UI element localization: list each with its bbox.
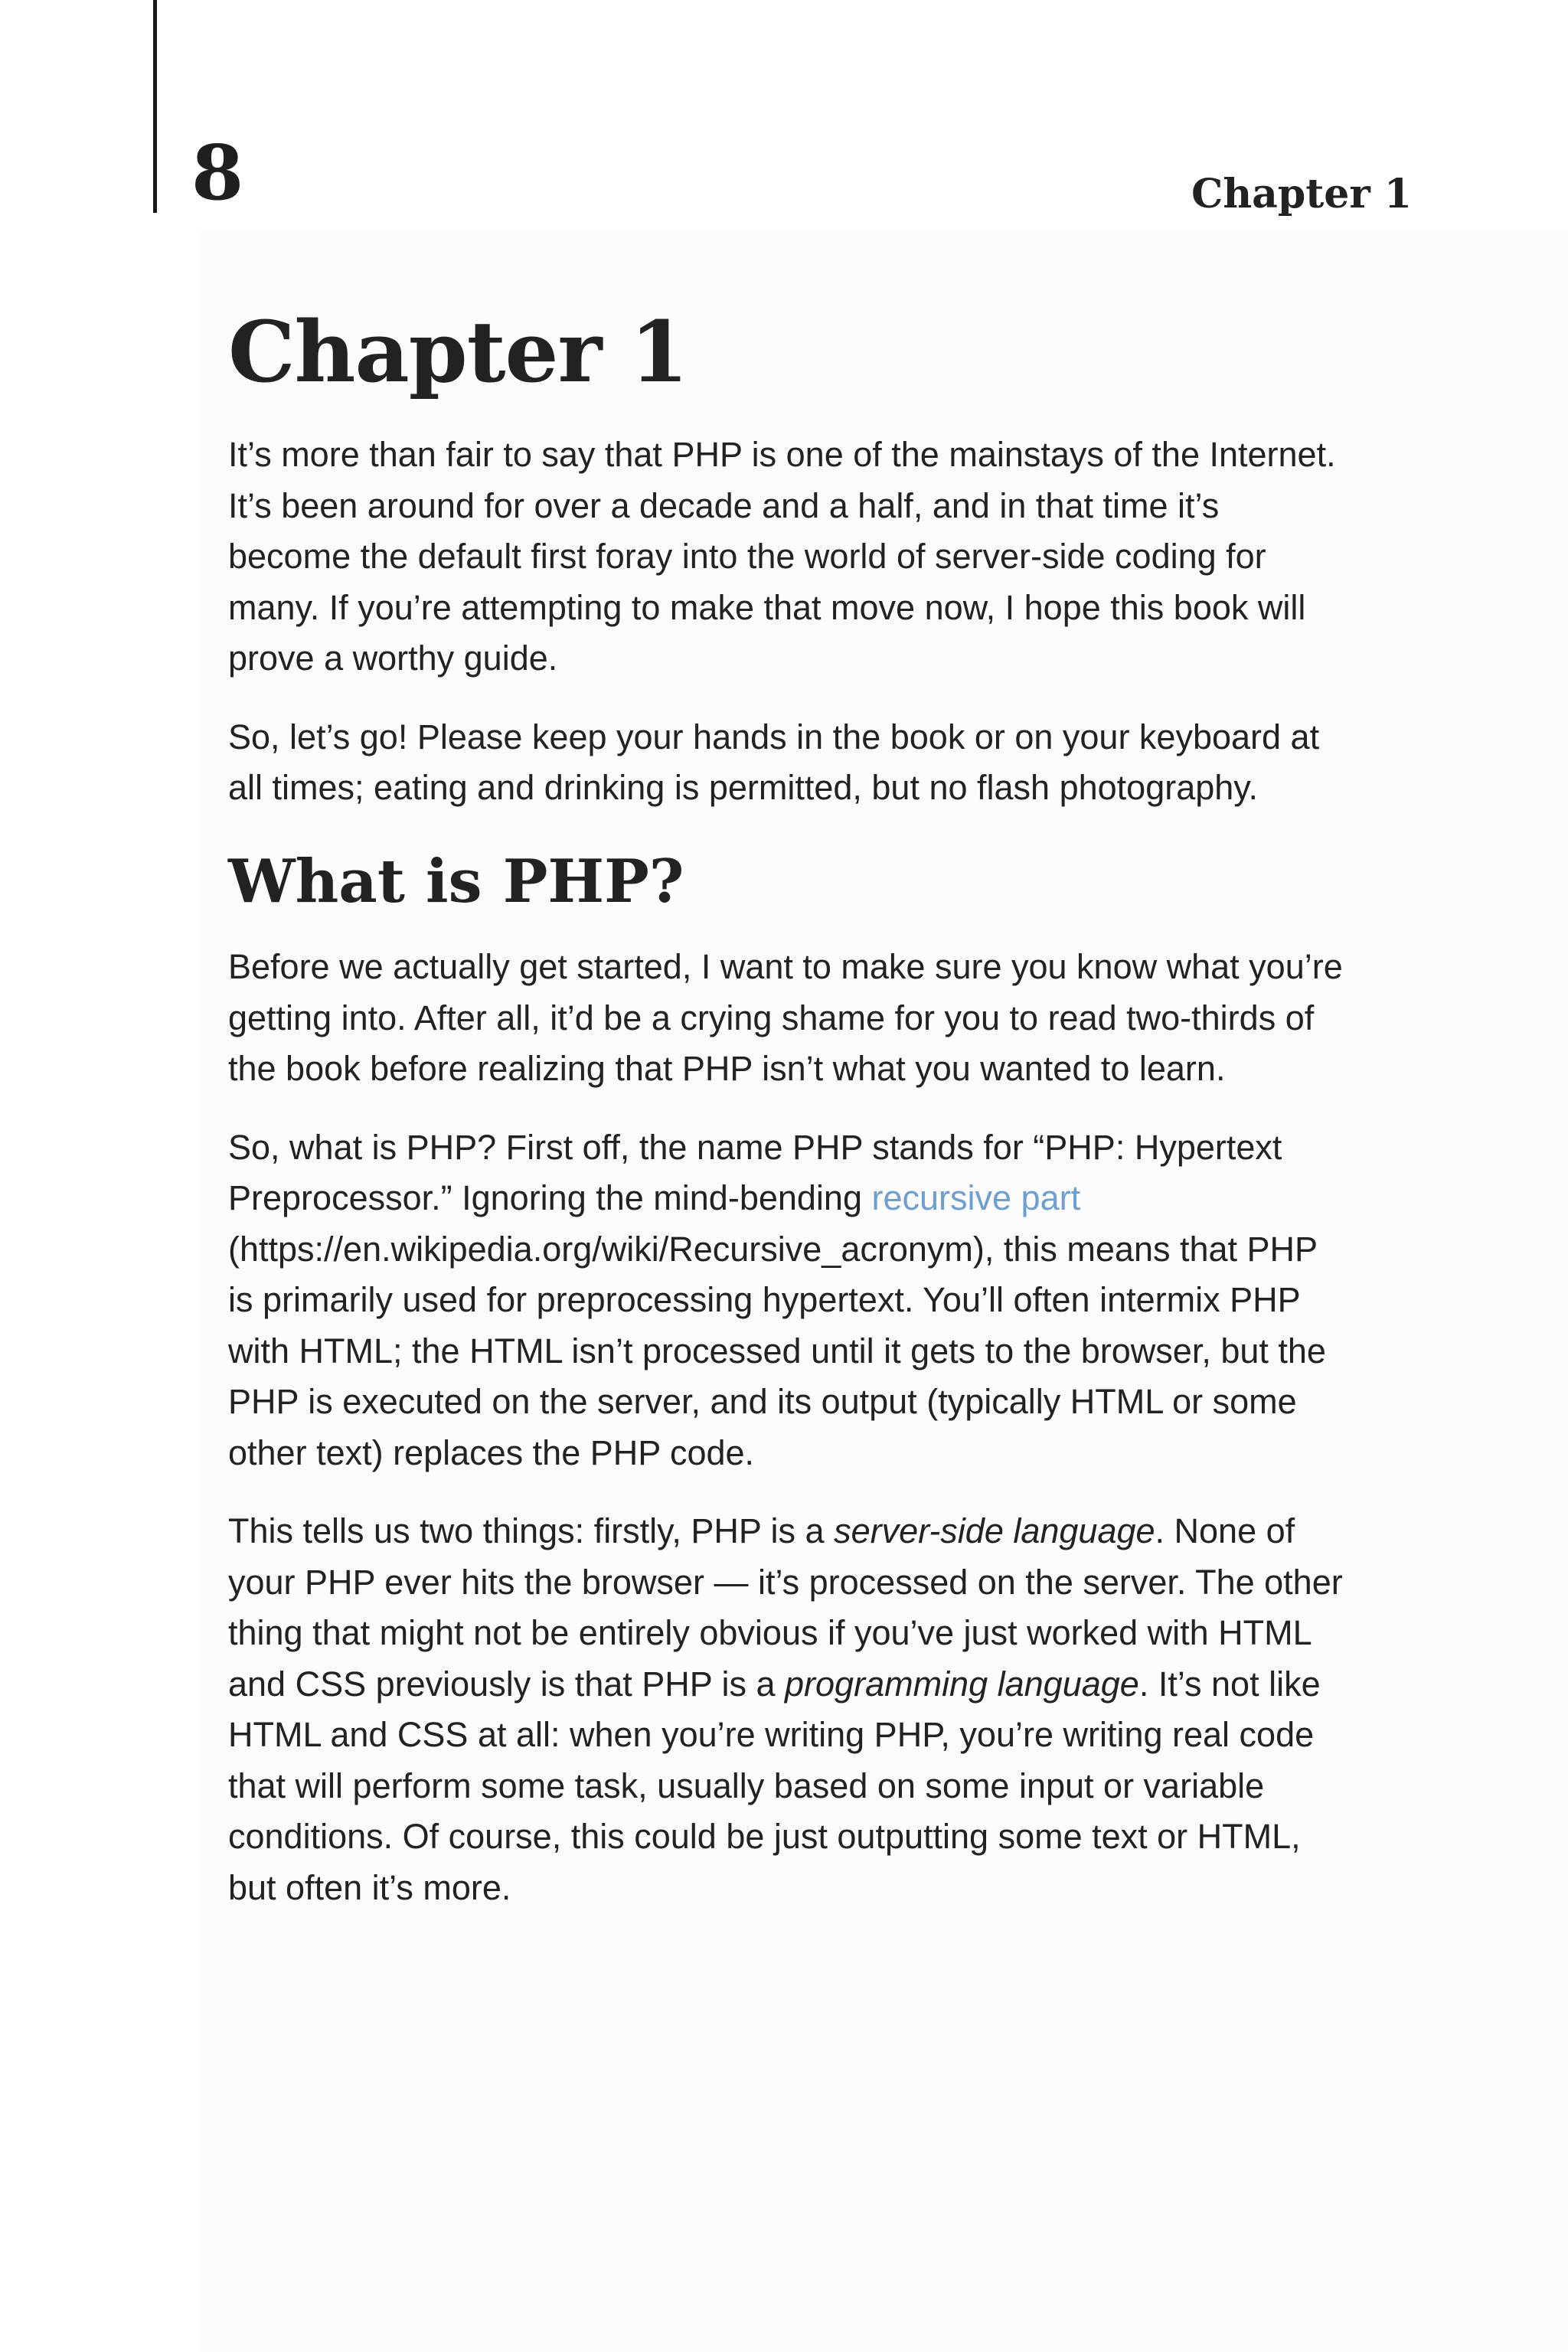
running-head: Chapter 1 — [1191, 171, 1412, 217]
section-paragraph-1: Before we actually get started, I want to make sure you know what you’re getting into. After all, it’d be a crying shame for you to read two-thirds of the book before realizing that PHP isn’t what you wanted to learn. — [228, 947, 1343, 1089]
page-content — [228, 302, 1346, 1941]
emphasis-programming-language: programming language — [785, 1664, 1139, 1704]
paragraph-text: . None of your PHP ever hits the browser — it’s processed on the server. The other thing that might not be entirely obvious if you’ve just worked with HTML and CSS previously is that PHP is a — [228, 1511, 1343, 1704]
paragraph-text: . It’s not like HTML and CSS at all: when you’re writing PHP, you’re writing real code that will perform some task, usually based on some input or variable conditions. Of course, this could be just outputting some text or HTML, but often it’s more. — [228, 1664, 1321, 1907]
chapter-title: Chapter 1 — [228, 302, 688, 401]
section-paragraph-2 — [228, 1122, 1346, 1479]
paragraph-text: So, what is PHP? First off, the name PHP stands for “PHP: Hypertext Preprocessor.” Ignoring the mind-bending — [228, 1127, 1282, 1218]
intro-paragraph-2: So, let’s go! Please keep your hands in the book or on your keyboard at all times; eating and drinking is permitted, but no flash photography. — [228, 717, 1320, 808]
section-title: What is PHP? — [228, 846, 684, 916]
page-number: 8 — [191, 129, 244, 217]
section-paragraph-3 — [228, 1506, 1346, 1913]
margin-rule — [153, 0, 157, 213]
recursive-acronym-link[interactable]: recursive part — [871, 1178, 1081, 1218]
intro-paragraph-1: It’s more than fair to say that PHP is one of the mainstays of the Internet. It’s been around for over a decade and a half, and in that time it’s become the default first foray into the world of server-side coding for many. If you’re attempting to make that move now, I hope this book will prove a worthy guide. — [228, 435, 1336, 678]
paragraph-text: (https://en.wikipedia.org/wiki/Recursive_acronym), this means that PHP is primarily used for preprocessing hypertext. You’ll often intermix PHP with HTML; the HTML isn’t processed until it gets to the browser, but the PHP is executed on the server, and its output (typically HTML or some other text) replaces the PHP code. — [228, 1229, 1326, 1472]
paragraph-text: This tells us two things: firstly, PHP is a — [228, 1511, 835, 1551]
emphasis-server-side-language: server-side language — [834, 1511, 1155, 1551]
